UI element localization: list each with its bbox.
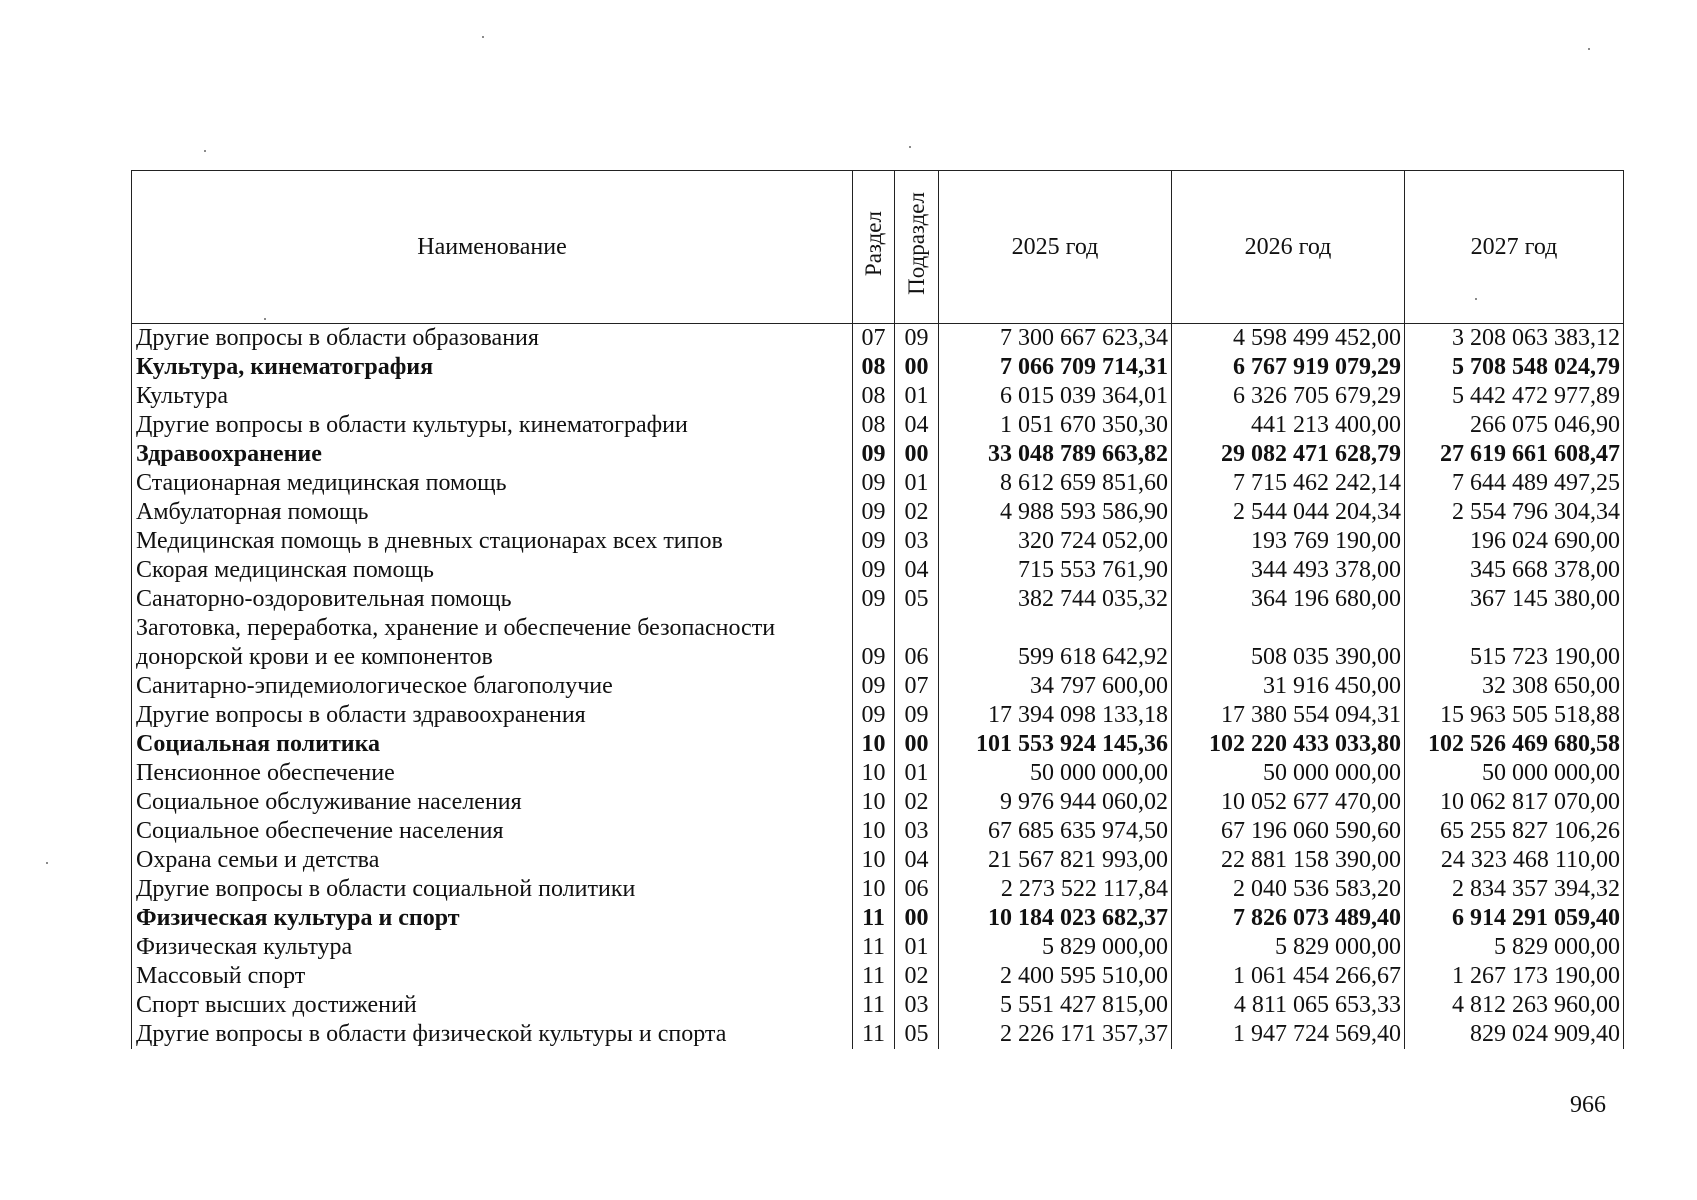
scan-speck (46, 862, 48, 864)
cell-2026: 193 769 190,00 (1172, 527, 1405, 556)
table-row (132, 991, 1624, 1020)
table-row-section (132, 730, 1624, 759)
cell-razdel: 08 (853, 382, 895, 411)
cell-2025: 8 612 659 851,60 (939, 469, 1172, 498)
cell-2026: 1 947 724 569,40 (1172, 1020, 1405, 1049)
cell-2026: 31 916 450,00 (1172, 672, 1405, 701)
cell-2027: 2 834 357 394,32 (1405, 875, 1624, 904)
cell-razdel: 09 (853, 585, 895, 614)
table-row (132, 498, 1624, 527)
cell-2026: 364 196 680,00 (1172, 585, 1405, 614)
cell-2026: 22 881 158 390,00 (1172, 846, 1405, 875)
cell-2027: 15 963 505 518,88 (1405, 701, 1624, 730)
cell-razdel: 09 (853, 440, 895, 469)
cell-razdel: 10 (853, 875, 895, 904)
cell-podrazdel: 00 (895, 353, 939, 382)
table-row (132, 788, 1624, 817)
cell-razdel: 09 (853, 614, 895, 672)
cell-name: Массовый спорт (132, 962, 853, 991)
header-name: Наименование (132, 171, 853, 324)
cell-podrazdel: 06 (895, 875, 939, 904)
cell-name: Социальная политика (132, 730, 853, 759)
cell-name: Культура, кинематография (132, 353, 853, 382)
cell-2025: 9 976 944 060,02 (939, 788, 1172, 817)
cell-2027: 102 526 469 680,58 (1405, 730, 1624, 759)
cell-name: Другие вопросы в области культуры, кинематографии (132, 411, 853, 440)
cell-2026: 7 715 462 242,14 (1172, 469, 1405, 498)
cell-name: Спорт высших достижений (132, 991, 853, 1020)
table-body (132, 324, 1624, 1050)
cell-name: Санитарно-эпидемиологическое благополучие (132, 672, 853, 701)
scan-speck (482, 36, 484, 38)
cell-2025: 7 066 709 714,31 (939, 353, 1172, 382)
page-number: 966 (1570, 1092, 1606, 1118)
table-row (132, 817, 1624, 846)
cell-podrazdel: 02 (895, 962, 939, 991)
cell-podrazdel: 02 (895, 498, 939, 527)
cell-2025: 34 797 600,00 (939, 672, 1172, 701)
cell-podrazdel: 05 (895, 1020, 939, 1049)
cell-name: Физическая культура и спорт (132, 904, 853, 933)
table-row (132, 759, 1624, 788)
cell-2026: 6 326 705 679,29 (1172, 382, 1405, 411)
cell-2027: 266 075 046,90 (1405, 411, 1624, 440)
header-year-2027: 2027 год (1405, 171, 1624, 324)
cell-name: Санаторно-оздоровительная помощь (132, 585, 853, 614)
cell-2027: 1 267 173 190,00 (1405, 962, 1624, 991)
cell-razdel: 10 (853, 730, 895, 759)
cell-razdel: 08 (853, 353, 895, 382)
cell-razdel: 11 (853, 904, 895, 933)
cell-2027: 2 554 796 304,34 (1405, 498, 1624, 527)
cell-2026: 50 000 000,00 (1172, 759, 1405, 788)
cell-2026: 344 493 378,00 (1172, 556, 1405, 585)
cell-2025: 715 553 761,90 (939, 556, 1172, 585)
cell-name: Другие вопросы в области образования (132, 324, 853, 354)
cell-name: Медицинская помощь в дневных стационарах всех типов (132, 527, 853, 556)
cell-2026: 17 380 554 094,31 (1172, 701, 1405, 730)
scan-speck (1588, 48, 1590, 50)
cell-2026: 508 035 390,00 (1172, 614, 1405, 672)
cell-name: Скорая медицинская помощь (132, 556, 853, 585)
table-row (132, 701, 1624, 730)
header-year-2025: 2025 год (939, 171, 1172, 324)
cell-2025: 599 618 642,92 (939, 614, 1172, 672)
table-row-section (132, 440, 1624, 469)
cell-2027: 515 723 190,00 (1405, 614, 1624, 672)
cell-razdel: 10 (853, 759, 895, 788)
cell-podrazdel: 00 (895, 440, 939, 469)
cell-podrazdel: 04 (895, 846, 939, 875)
cell-2025: 1 051 670 350,30 (939, 411, 1172, 440)
cell-podrazdel: 04 (895, 411, 939, 440)
cell-podrazdel: 07 (895, 672, 939, 701)
cell-name: Здравоохранение (132, 440, 853, 469)
cell-2027: 345 668 378,00 (1405, 556, 1624, 585)
cell-2025: 33 048 789 663,82 (939, 440, 1172, 469)
cell-2025: 2 226 171 357,37 (939, 1020, 1172, 1049)
cell-podrazdel: 09 (895, 324, 939, 354)
cell-2027: 7 644 489 497,25 (1405, 469, 1624, 498)
cell-2027: 24 323 468 110,00 (1405, 846, 1624, 875)
cell-2026: 1 061 454 266,67 (1172, 962, 1405, 991)
table-row (132, 933, 1624, 962)
cell-2025: 67 685 635 974,50 (939, 817, 1172, 846)
cell-2025: 5 829 000,00 (939, 933, 1172, 962)
cell-2027: 65 255 827 106,26 (1405, 817, 1624, 846)
cell-2025: 5 551 427 815,00 (939, 991, 1172, 1020)
cell-2027: 4 812 263 960,00 (1405, 991, 1624, 1020)
header-razdel (853, 171, 895, 324)
cell-2025: 50 000 000,00 (939, 759, 1172, 788)
cell-2027: 50 000 000,00 (1405, 759, 1624, 788)
cell-2025: 7 300 667 623,34 (939, 324, 1172, 354)
cell-2027: 5 708 548 024,79 (1405, 353, 1624, 382)
cell-razdel: 09 (853, 469, 895, 498)
cell-2027: 32 308 650,00 (1405, 672, 1624, 701)
cell-2026: 4 811 065 653,33 (1172, 991, 1405, 1020)
table-row (132, 962, 1624, 991)
cell-2027: 5 829 000,00 (1405, 933, 1624, 962)
cell-razdel: 11 (853, 962, 895, 991)
cell-razdel: 08 (853, 411, 895, 440)
table-row (132, 324, 1624, 354)
cell-2026: 10 052 677 470,00 (1172, 788, 1405, 817)
cell-podrazdel: 04 (895, 556, 939, 585)
cell-razdel: 11 (853, 991, 895, 1020)
cell-name: Стационарная медицинская помощь (132, 469, 853, 498)
table-row (132, 469, 1624, 498)
scan-speck (909, 146, 911, 148)
cell-razdel: 11 (853, 933, 895, 962)
cell-name: Другие вопросы в области здравоохранения (132, 701, 853, 730)
cell-name: Другие вопросы в области физической культуры и спорта (132, 1020, 853, 1049)
cell-name: Физическая культура (132, 933, 853, 962)
table-row (132, 411, 1624, 440)
cell-2025: 4 988 593 586,90 (939, 498, 1172, 527)
cell-2025: 2 400 595 510,00 (939, 962, 1172, 991)
cell-podrazdel: 02 (895, 788, 939, 817)
cell-2027: 27 619 661 608,47 (1405, 440, 1624, 469)
cell-podrazdel: 00 (895, 730, 939, 759)
header-razdel-label: Раздел (861, 210, 886, 277)
cell-podrazdel: 01 (895, 759, 939, 788)
cell-2026: 4 598 499 452,00 (1172, 324, 1405, 354)
cell-2026: 5 829 000,00 (1172, 933, 1405, 962)
cell-podrazdel: 03 (895, 527, 939, 556)
cell-2026: 102 220 433 033,80 (1172, 730, 1405, 759)
table-row-section (132, 904, 1624, 933)
cell-2027: 196 024 690,00 (1405, 527, 1624, 556)
table-row (132, 382, 1624, 411)
cell-name: Социальное обслуживание населения (132, 788, 853, 817)
cell-podrazdel: 03 (895, 817, 939, 846)
table-row (132, 875, 1624, 904)
cell-2025: 17 394 098 133,18 (939, 701, 1172, 730)
cell-2027: 6 914 291 059,40 (1405, 904, 1624, 933)
cell-2026: 2 040 536 583,20 (1172, 875, 1405, 904)
table-row-section (132, 353, 1624, 382)
cell-2025: 320 724 052,00 (939, 527, 1172, 556)
cell-razdel: 09 (853, 556, 895, 585)
header-podrazdel-label: Подраздел (904, 192, 929, 295)
cell-2025: 2 273 522 117,84 (939, 875, 1172, 904)
table-row (132, 1020, 1624, 1049)
cell-2026: 29 082 471 628,79 (1172, 440, 1405, 469)
cell-razdel: 10 (853, 817, 895, 846)
cell-razdel: 07 (853, 324, 895, 354)
cell-2027: 367 145 380,00 (1405, 585, 1624, 614)
cell-podrazdel: 01 (895, 933, 939, 962)
cell-name: Социальное обеспечение населения (132, 817, 853, 846)
cell-podrazdel: 03 (895, 991, 939, 1020)
cell-name: Заготовка, переработка, хранение и обеспечение безопасности донорской крови и ее компонентов (132, 614, 853, 672)
cell-podrazdel: 00 (895, 904, 939, 933)
cell-podrazdel: 05 (895, 585, 939, 614)
cell-2025: 101 553 924 145,36 (939, 730, 1172, 759)
cell-2025: 21 567 821 993,00 (939, 846, 1172, 875)
table-row (132, 672, 1624, 701)
scan-speck (204, 150, 206, 152)
cell-2027: 10 062 817 070,00 (1405, 788, 1624, 817)
cell-2026: 67 196 060 590,60 (1172, 817, 1405, 846)
cell-2026: 441 213 400,00 (1172, 411, 1405, 440)
budget-table (131, 170, 1624, 1049)
cell-2027: 3 208 063 383,12 (1405, 324, 1624, 354)
cell-podrazdel: 09 (895, 701, 939, 730)
cell-name: Амбулаторная помощь (132, 498, 853, 527)
cell-2027: 5 442 472 977,89 (1405, 382, 1624, 411)
cell-name: Пенсионное обеспечение (132, 759, 853, 788)
cell-podrazdel: 01 (895, 382, 939, 411)
table-row (132, 614, 1624, 672)
cell-2027: 829 024 909,40 (1405, 1020, 1624, 1049)
table-row (132, 846, 1624, 875)
cell-name: Охрана семьи и детства (132, 846, 853, 875)
cell-2026: 7 826 073 489,40 (1172, 904, 1405, 933)
cell-razdel: 10 (853, 846, 895, 875)
cell-2025: 382 744 035,32 (939, 585, 1172, 614)
cell-razdel: 10 (853, 788, 895, 817)
cell-name: Другие вопросы в области социальной политики (132, 875, 853, 904)
cell-2026: 6 767 919 079,29 (1172, 353, 1405, 382)
cell-razdel: 11 (853, 1020, 895, 1049)
cell-podrazdel: 06 (895, 614, 939, 672)
header-podrazdel (895, 171, 939, 324)
cell-2025: 10 184 023 682,37 (939, 904, 1172, 933)
table-row (132, 585, 1624, 614)
header-year-2026: 2026 год (1172, 171, 1405, 324)
cell-name: Культура (132, 382, 853, 411)
cell-podrazdel: 01 (895, 469, 939, 498)
cell-razdel: 09 (853, 672, 895, 701)
cell-2025: 6 015 039 364,01 (939, 382, 1172, 411)
cell-razdel: 09 (853, 498, 895, 527)
cell-razdel: 09 (853, 701, 895, 730)
cell-2026: 2 544 044 204,34 (1172, 498, 1405, 527)
table-row (132, 527, 1624, 556)
table-header (132, 171, 1624, 324)
table-row (132, 556, 1624, 585)
cell-razdel: 09 (853, 527, 895, 556)
